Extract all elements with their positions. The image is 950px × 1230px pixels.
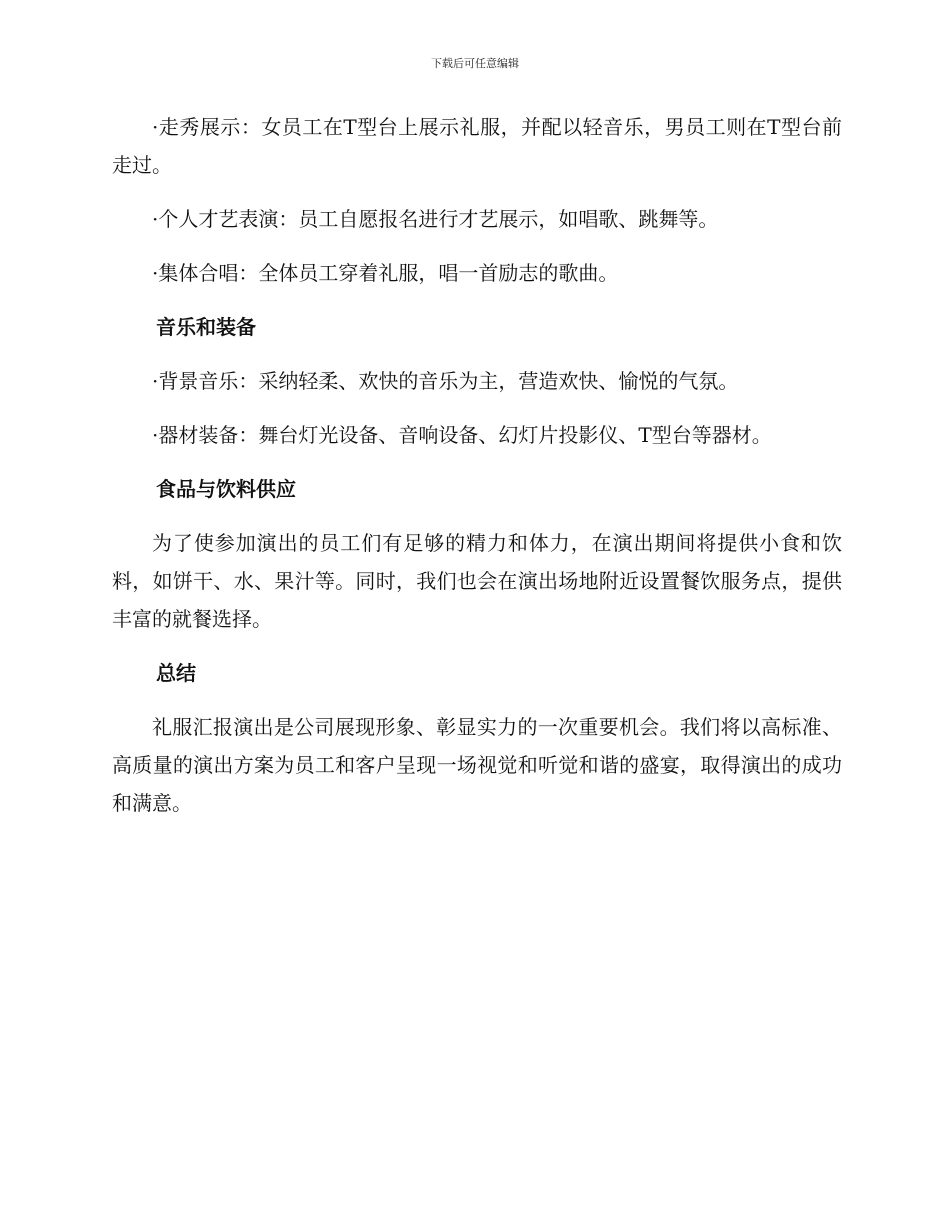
heading-summary: 总结 xyxy=(156,661,196,685)
bullet-equipment: ·器材装备：舞台灯光设备、音响设备、幻灯片投影仪、T型台等器材。 xyxy=(152,423,772,447)
heading-food-drinks: 食品与饮料供应 xyxy=(156,477,296,501)
document-body xyxy=(112,108,842,838)
bullet-talent-show: ·个人才艺表演：员工自愿报名进行才艺展示，如唱歌、跳舞等。 xyxy=(152,207,719,231)
paragraph-food-drinks: 为了使参加演出的员工们有足够的精力和体力，在演出期间将提供小食和饮料，如饼干、水、果汁等。同时，我们也会在演出场地附近设置餐饮服务点，提供丰富的就餐选择。 xyxy=(112,531,842,631)
header-note: 下载后可任意编辑 xyxy=(431,57,519,70)
bullet-group-chorus: ·集体合唱：全体员工穿着礼服，唱一首励志的歌曲。 xyxy=(152,261,619,285)
heading-music-equipment: 音乐和装备 xyxy=(156,315,256,339)
paragraph-summary: 礼服汇报演出是公司展现形象、彰显实力的一次重要机会。我们将以高标准、高质量的演出方案为员工和客户呈现一场视觉和听觉和谐的盛宴，取得演出的成功和满意。 xyxy=(112,715,842,815)
bullet-runway-show: ·走秀展示：女员工在T型台上展示礼服，并配以轻音乐，男员工则在T型台前走过。 xyxy=(112,115,842,177)
bullet-background-music: ·背景音乐：采纳轻柔、欢快的音乐为主，营造欢快、愉悦的气氛。 xyxy=(152,369,739,393)
